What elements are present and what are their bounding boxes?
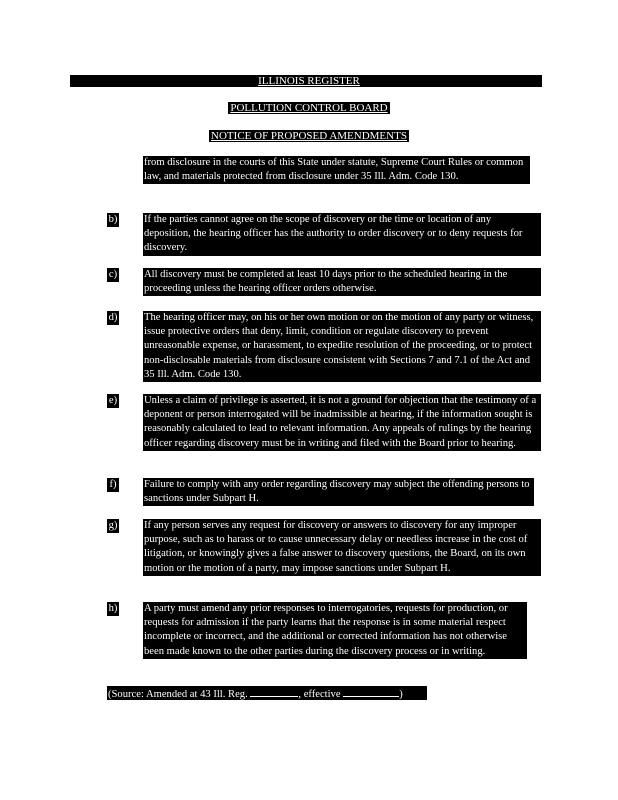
source-prefix: (Source: Amended at 43 Ill. Reg. [108, 689, 251, 700]
paragraph-b-label: b) [108, 214, 118, 225]
paragraph-h-text: A party must amend any prior responses to interrogatories, requests for production, or requests for admission if the party learns that the response is in some material respect incomplete or incorrect, and the additional or corrected information has not otherwise been made known to the other parties during the discovery process or in writing. [143, 602, 527, 659]
paragraph-g-text: If any person serves any request for discovery or answers to discovery for any improper purpose, such as to harass or to cause unnecessary delay or needless increase in the cost of litigation, or knowingly gives a false answer to discovery questions, the Board, on its own motion or the motion of a party, may impose sanctions under Subpart H. [143, 519, 541, 576]
paragraph-c-label: c) [108, 269, 118, 280]
paragraph-e-label: e) [108, 395, 118, 406]
register-page-blank [250, 686, 298, 697]
paragraph-a-continued: from disclosure in the courts of this State under statute, Supreme Court Rules or common law, and materials protected from disclosure under 35 Ill. Adm. Code 130. [143, 156, 530, 184]
source-effective: , effective [298, 689, 344, 700]
board-title [0, 102, 618, 114]
paragraph-d-text: The hearing officer may, on his or her own motion or on the motion of any party or witness, issue protective orders that deny, limit, condition or regulate discovery to prevent unreasonable expense, or harassment, to expedite resolution of the proceeding, or to protect non-disclosable materials from disclosure consistent with Sections 7 and 7.1 of the Act and 35 Ill. Adm. Code 130. [143, 311, 541, 382]
paragraph-h-label: h) [108, 603, 118, 614]
paragraph-f-text: Failure to comply with any order regarding discovery may subject the offending persons to sanctions under Subpart H. [143, 478, 534, 506]
paragraph-d-label: d) [108, 312, 118, 323]
paragraph-e-text: Unless a claim of privilege is asserted, it is not a ground for objection that the testimony of a deponent or person interrogated will be inadmissible at hearing, if the information sought is reasonably calculated to lead to relevant information. Any appeals of rulings by the hearing officer regarding discovery must be in writing and filed with the Board prior to hearing. [143, 394, 541, 451]
notice-title [0, 130, 618, 142]
source-note [107, 686, 427, 700]
paragraph-c-text: All discovery must be completed at least 10 days prior to the scheduled hearing in the proceeding unless the hearing officer orders otherwise. [143, 268, 541, 296]
paragraph-f-label: f) [107, 478, 119, 492]
register-title [0, 75, 618, 87]
register-title-text: ILLINOIS REGISTER [258, 75, 360, 87]
effective-date-blank [343, 686, 399, 697]
paragraph-g-label: g) [108, 520, 118, 531]
source-suffix: ) [399, 689, 403, 700]
board-title-text: POLLUTION CONTROL BOARD [230, 102, 388, 114]
paragraph-b-text: If the parties cannot agree on the scope of discovery or the time or location of any deposition, the hearing officer has the authority to order discovery or to deny requests for discovery. [143, 213, 541, 256]
notice-title-text: NOTICE OF PROPOSED AMENDMENTS [211, 130, 407, 142]
